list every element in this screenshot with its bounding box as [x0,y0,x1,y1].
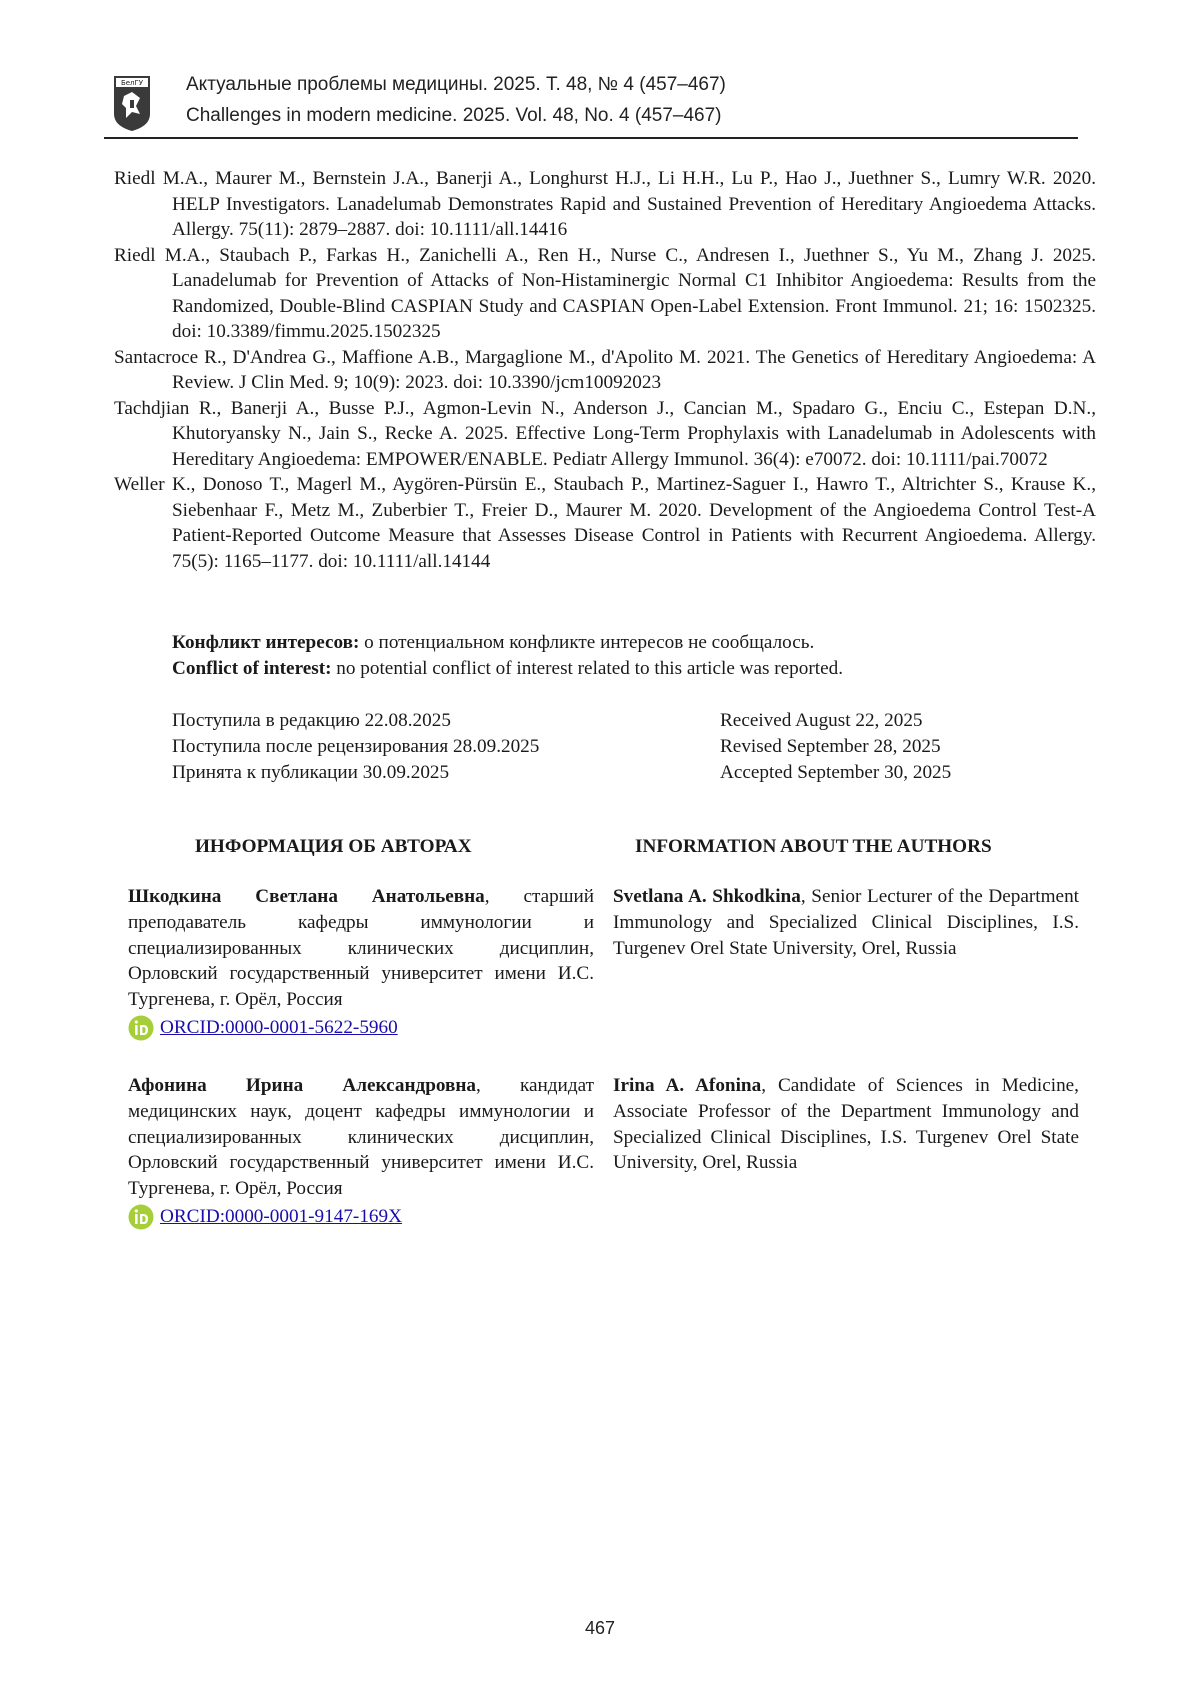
conflict-en-text: no potential conflict of interest related to this article was reported. [331,657,843,679]
conflict-ru-text: о потенциальном конфликте интересов не сообщалось. [359,632,815,653]
author-bio-ru [128,884,594,1013]
orcid-link[interactable]: ORCID:0000-0001-5622-5960 [160,1017,398,1039]
reference-item: Weller K., Donoso T., Magerl M., Aygören-Pürsün E., Staubach P., Martinez-Saguer I., Hawro T., Altrichter S., Krause K., Siebenhaar F., Metz M., Zuberbier T., Freier D., Maurer M. 2020. Development of the Angioedema Control Test-A Patient-Reported Outcome Measure that Assesses Disease Control in Patients with Recurrent Angioedema. Allergy. 75(5): 1165–1177. doi: 10.1111/all.14144 [114,474,1096,572]
orcid-icon [128,1204,154,1230]
conflict-en [172,656,1092,682]
author-desc-en: , Candidate of Sciences in Medicine, Associate Professor of the Department Immunology and Specialized Clinical Disciplines, I.S. Turgenev Orel State University, Orel, Russia [613,1075,1079,1174]
dates-ru [172,708,539,786]
orcid-icon [128,1015,154,1041]
author-name-ru: Афонина Ирина Александровна [128,1075,477,1096]
author-bio-en [613,884,1079,961]
author-name-ru: Шкодкина Светлана Анатольевна [128,886,485,907]
date-accepted-en: Accepted September 30, 2025 [720,762,952,783]
author-desc-en: , Senior Lecturer of the Department Immunology and Specialized Clinical Disciplines, I.S. Turgenev Orel State University, Orel, Russia [613,886,1080,959]
date-accepted-ru: Принята к публикации 30.09.2025 [172,762,450,783]
svg-text:БелГУ: БелГУ [120,79,144,87]
orcid-link[interactable]: ORCID:0000-0001-9147-169X [160,1206,402,1228]
author-desc-ru: , кандидат медицинских наук, доцент кафедры иммунологии и специализированных клинических дисциплин, Орловский государственный университет имени И.С. Тургенева, г. Орёл, Россия [128,1075,594,1200]
author-info-ru [128,1073,594,1230]
reference-item: Riedl M.A., Staubach P., Farkas H., Zanichelli A., Ren H., Nurse C., Andresen I., Juethner S., Yu M., Zhang J. 2025. Lanadelumab for Prevention of Attacks of Non-Histaminergic Normal C1 Inhibitor Angioedema: Results from the Randomized, Double-Blind CASPIAN Study and CASPIAN Open-Label Extension. Front Immunol. 21; 16: 1502325. doi: 10.3389/fimmu.2025.1502325 [114,244,1096,342]
conflict-of-interest [172,630,1092,681]
author-info-en [613,1073,1079,1176]
journal-title-en: Challenges in modern medicine. 2025. Vol. 48, No. 4 (457–467) [186,105,722,126]
author-name-en: Irina A. Afonina [613,1075,762,1096]
author-name-en: Svetlana A. Shkodkina [613,886,801,907]
dates-en [720,708,951,786]
university-logo [112,74,152,132]
authors-title-ru: ИНФОРМАЦИЯ ОБ АВТОРАХ [195,836,472,857]
reference-item: Santacroce R., D'Andrea G., Maffione A.B., Margaglione M., d'Apolito M. 2021. The Genetics of Hereditary Angioedema: A Review. J Clin Med. 9; 10(9): 2023. doi: 10.3390/jcm10092023 [114,346,1096,393]
journal-title-ru: Актуальные проблемы медицины. 2025. Т. 48, № 4 (457–467) [186,74,726,95]
author-bio-ru [128,1073,594,1202]
date-received-en: Received August 22, 2025 [720,710,923,731]
page-number: 467 [584,1618,616,1638]
orcid-row [128,1015,594,1041]
header-divider [104,137,1078,139]
conflict-ru [172,630,1092,656]
date-received-ru: Поступила в редакцию 22.08.2025 [172,710,451,731]
reference-item: Tachdjian R., Banerji A., Busse P.J., Agmon-Levin N., Anderson J., Cancian M., Spadaro G., Enciu C., Estepan D.N., Khutoryansky N., Jain S., Recke A. 2025. Effective Long-Term Prophylaxis with Lanadelumab in Adolescents with Hereditary Angioedema: EMPOWER/ENABLE. Pediatr Allergy Immunol. 36(4): e70072. doi: 10.1111/pai.70072 [114,397,1096,470]
author-info-en [613,884,1079,961]
author-info-ru [128,884,594,1041]
orcid-row [128,1204,594,1230]
date-revised-ru: Поступила после рецензирования 28.09.2025 [172,736,540,757]
authors-title-en: INFORMATION ABOUT THE AUTHORS [635,836,992,857]
date-revised-en: Revised September 28, 2025 [720,736,941,757]
reference-item: Riedl M.A., Maurer M., Bernstein J.A., Banerji A., Longhurst H.J., Li H.H., Lu P., Hao J., Juethner S., Lumry W.R. 2020. HELP Investigators. Lanadelumab Demonstrates Rapid and Sustained Prevention of Hereditary Angioedema Attacks. Allergy. 75(11): 2879–2887. doi: 10.1111/all.14416 [114,168,1096,240]
reference-list [114,166,1096,574]
conflict-ru-label: Конфликт интересов: [172,632,360,653]
author-desc-ru: , старший преподаватель кафедры иммунологии и специализированных клинических дисциплин, Орловский государственный университет имени И.С. Тургенева, г. Орёл, Россия [128,886,595,1011]
conflict-en-label: Conflict of interest: [172,657,332,679]
journal-header [104,70,1074,138]
author-bio-en [613,1073,1079,1176]
